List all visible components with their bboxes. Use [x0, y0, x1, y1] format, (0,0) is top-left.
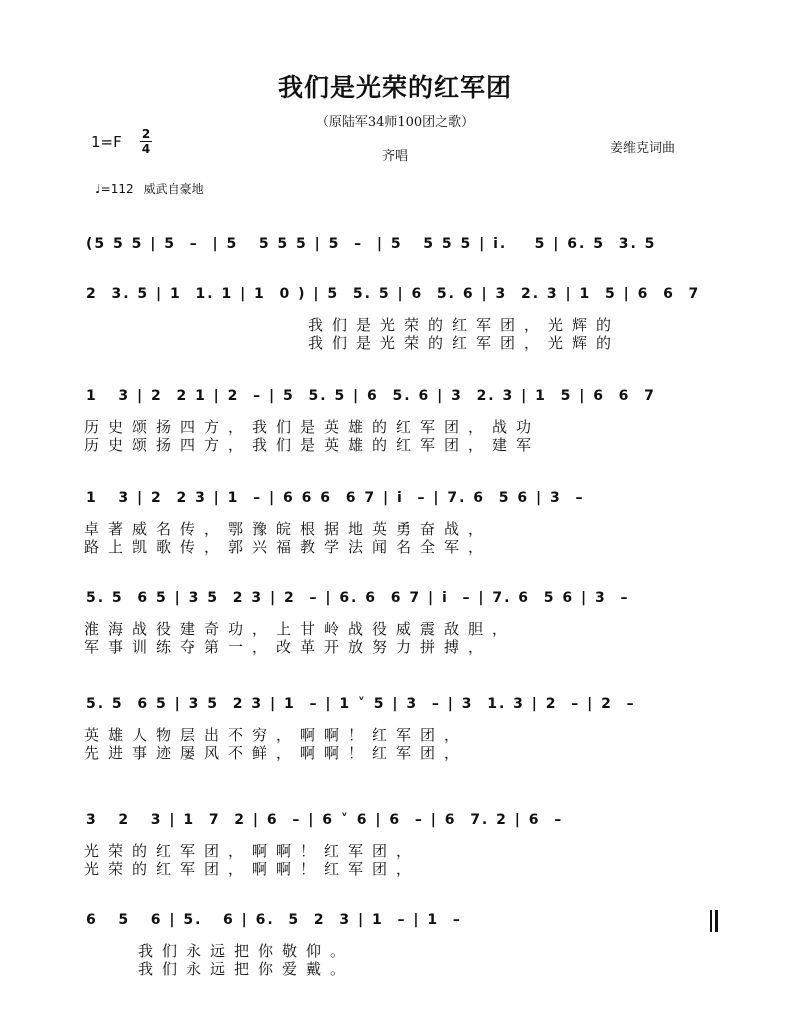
lyric-line-1: 历史颂扬四方，我们是英雄的红军团，战功 — [84, 418, 541, 436]
lyric-line-1: 英雄人物层出不穷，啊啊！红军团， — [84, 726, 469, 744]
score-row — [78, 584, 718, 656]
score-row — [78, 806, 718, 878]
score-row — [78, 906, 718, 978]
notation-line: 6 5 6 | 5. 6 | 6. 5 2 3 | 1 – | 1 – — [86, 912, 462, 928]
time-signature-bottom: 4 — [141, 142, 151, 156]
tempo-value: ♩=112 — [95, 182, 134, 196]
song-subtitle: （原陆军34师100团之歌） — [315, 115, 475, 130]
lyric-line-1: 光荣的红军团，啊啊！红军团， — [84, 842, 421, 860]
lyric-line-2: 军事训练夺第一，改革开放努力拼搏， — [84, 638, 493, 656]
notation-line: 1 3 | 2 2 3 | 1 – | 6 6 6 6 7 | i – | 7. 6 5 6 | 3 – — [86, 490, 585, 506]
key-signature: 1=F — [91, 133, 122, 151]
lyric-line-1: 我们是光荣的红军团，光辉的 — [308, 316, 621, 334]
score-row — [78, 690, 718, 762]
score-row — [78, 484, 718, 556]
lyric-line-2: 我们永远把你爱戴。 — [138, 960, 355, 978]
final-barline-thick — [715, 910, 718, 932]
final-barline-thin — [710, 910, 712, 932]
author-credit: 姜维克词曲 — [610, 141, 676, 156]
performance-mode: 齐唱 — [382, 149, 409, 164]
notation-line: 3 2 3 | 1 7 2 | 6 – | 6 ˅ 6 | 6 – | 6 7. 2 | 6 – — [86, 812, 564, 828]
time-signature-top: 2 — [141, 127, 151, 141]
lyric-line-2: 先进事迹屡风不鲜，啊啊！红军团， — [84, 744, 469, 762]
notation-line: (5 5 5 | 5 – | 5 5 5 5 | 5 – | 5 5 5 5 | i. 5 | 6. 5 3. 5 — [86, 236, 657, 252]
notation-line: 5. 5 6 5 | 3 5 2 3 | 1 – | 1 ˅ 5 | 3 – | 3 1. 3 | 2 – | 2 – — [86, 696, 636, 712]
lyric-line-1: 卓著威名传，鄂豫皖根据地英勇奋战， — [84, 520, 493, 538]
lyric-line-2: 路上凯歌传，郭兴福教学法闻名全军， — [84, 538, 493, 556]
lyric-line-1: 我们永远把你敬仰。 — [138, 942, 355, 960]
notation-line: 1 3 | 2 2 1 | 2 – | 5 5. 5 | 6 5. 6 | 3 2. 3 | 1 5 | 6 6 7 — [86, 388, 656, 404]
tempo-marking — [95, 180, 204, 197]
lyric-line-2: 历史颂扬四方，我们是英雄的红军团，建军 — [84, 436, 541, 454]
lyric-line-2: 光荣的红军团，啊啊！红军团， — [84, 860, 421, 878]
time-signature — [140, 128, 152, 155]
score-row — [78, 280, 718, 352]
notation-line: 2 3. 5 | 1 1. 1 | 1 0 ) | 5 5. 5 | 6 5. 6 | 3 2. 3 | 1 5 | 6 6 7 — [86, 286, 701, 302]
lyric-line-1: 淮海战役建奇功，上甘岭战役威震敌胆， — [84, 620, 517, 638]
tempo-character: 威武自豪地 — [143, 182, 204, 196]
score-row — [78, 230, 718, 270]
song-title: 我们是光荣的红军团 — [277, 73, 512, 102]
lyric-line-2: 我们是光荣的红军团，光辉的 — [308, 334, 621, 352]
score-row — [78, 382, 718, 454]
notation-line: 5. 5 6 5 | 3 5 2 3 | 2 – | 6. 6 6 7 | i – | 7. 6 5 6 | 3 – — [86, 590, 630, 606]
